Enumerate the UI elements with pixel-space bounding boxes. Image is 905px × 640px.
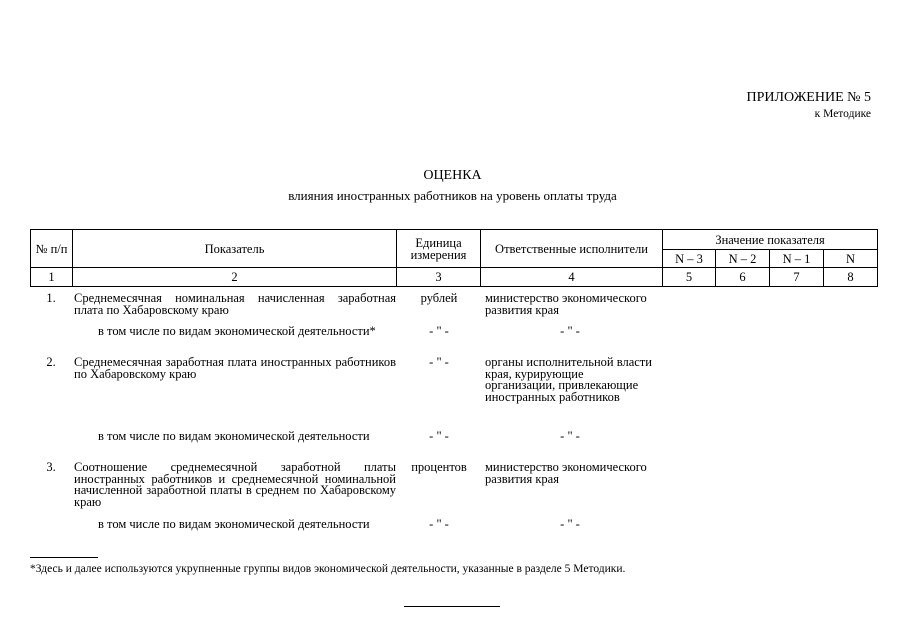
header-unit: Единица измерения xyxy=(397,230,481,268)
column-number: 1 xyxy=(31,268,73,287)
table-row xyxy=(30,519,877,549)
header-value-group: Значение показателя xyxy=(663,230,878,250)
row-indicator: Соотношение среднемесячной заработной платы иностранных работников и среднемесячной номинальной начисленной заработной платы в среднем по Хабаровскому краю xyxy=(74,460,396,509)
table-row xyxy=(30,431,877,462)
row-executors: - " - xyxy=(560,517,580,531)
table-row xyxy=(30,326,877,357)
row-unit: - " - xyxy=(429,517,449,531)
row-indicator: в том числе по видам экономической деятельности xyxy=(98,517,370,531)
row-unit: - " - xyxy=(429,324,449,338)
table-row xyxy=(30,462,877,519)
row-executors: органы исполнительной власти края, курирующие организации, привлекающие иностранных работников xyxy=(485,355,652,404)
row-indicator: в том числе по видам экономической деятельности* xyxy=(98,324,376,338)
row-indicator: в том числе по видам экономической деятельности xyxy=(98,429,370,443)
column-number: 8 xyxy=(824,268,878,287)
row-number: 3. xyxy=(46,460,56,474)
row-unit: процентов xyxy=(411,460,467,474)
column-number: 5 xyxy=(663,268,716,287)
table-row xyxy=(30,357,877,431)
header-executors: Ответственные исполнители xyxy=(481,230,663,268)
header-year: N xyxy=(824,250,878,268)
row-executors: - " - xyxy=(560,324,580,338)
table-row xyxy=(30,293,877,326)
footnote: *Здесь и далее используются укрупненные группы видов экономической деятельности, указанные в разделе 5 Методики. xyxy=(30,563,626,575)
header-num: № п/п xyxy=(31,230,73,268)
row-unit: - " - xyxy=(429,429,449,443)
column-number: 6 xyxy=(716,268,770,287)
row-number: 2. xyxy=(46,355,56,369)
row-indicator: Среднемесячная заработная плата иностранных работников по Хабаровскому краю xyxy=(74,355,396,381)
row-unit: рублей xyxy=(420,291,458,305)
column-number: 2 xyxy=(73,268,397,287)
column-number: 4 xyxy=(481,268,663,287)
header-indicator: Показатель xyxy=(73,230,397,268)
appendix-subtitle: к Методике xyxy=(814,108,871,120)
column-number: 3 xyxy=(397,268,481,287)
document-title: ОЦЕНКА xyxy=(423,168,482,183)
header-year: N – 2 xyxy=(716,250,770,268)
indicator-table-header xyxy=(30,229,878,287)
appendix-header xyxy=(747,90,872,122)
table-body xyxy=(30,293,877,549)
document-subtitle: влияния иностранных работников на уровень оплаты труда xyxy=(288,188,617,203)
row-unit: - " - xyxy=(429,355,449,369)
row-executors: - " - xyxy=(560,429,580,443)
header-year: N – 3 xyxy=(663,250,716,268)
appendix-title: ПРИЛОЖЕНИЕ № 5 xyxy=(746,90,871,105)
row-indicator: Среднемесячная номинальная начисленная заработная плата по Хабаровскому краю xyxy=(74,291,396,317)
column-number: 7 xyxy=(770,268,824,287)
row-number: 1. xyxy=(46,291,56,305)
footnote-divider xyxy=(30,557,98,558)
row-executors: министерство экономического развития края xyxy=(485,291,647,317)
end-divider xyxy=(404,606,500,607)
header-year: N – 1 xyxy=(770,250,824,268)
row-executors: министерство экономического развития края xyxy=(485,460,647,486)
